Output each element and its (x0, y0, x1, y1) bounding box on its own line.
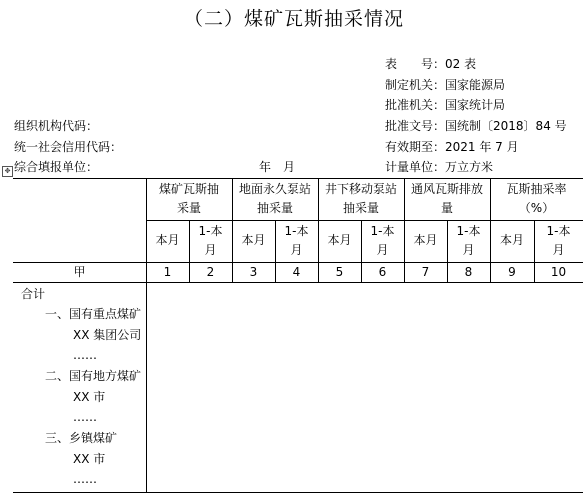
label-column-border (146, 178, 147, 492)
group-header-line2: 量 (440, 201, 453, 215)
row-label: XX 市 (73, 452, 106, 466)
index-number: 7 (421, 265, 430, 279)
meta-value: 2021 年 7 月 (445, 140, 519, 154)
sub-header-ytd-line1: 1-本 (284, 224, 309, 238)
meta-key: 表 号： (385, 57, 446, 71)
meta-value: 国家统计局 (445, 98, 506, 112)
index-number: 6 (378, 265, 387, 279)
group-header-line2: （%） (518, 201, 555, 215)
sub-header-ytd-line1: 1-本 (198, 224, 223, 238)
meta-key: 批准机关： (385, 98, 446, 112)
page-title: （二）煤矿瓦斯抽采情况 (183, 8, 404, 30)
row-label: XX 市 (73, 390, 106, 404)
sub-header-ytd-line2: 月 (290, 243, 303, 257)
group-header-line2: 采量 (176, 201, 201, 215)
meta-row (385, 98, 505, 112)
meta-row (385, 57, 476, 71)
row-label: …… (73, 472, 97, 486)
group-header-line2: 抽采量 (342, 201, 379, 215)
meta-row (385, 160, 493, 174)
index-number: 3 (249, 265, 258, 279)
year-month-label: 年 月 (259, 160, 296, 174)
group-header-line2: 抽采量 (256, 201, 293, 215)
index-number: 9 (508, 265, 516, 279)
group-header-line1: 瓦斯抽采率 (506, 182, 567, 196)
group-header-line1: 煤矿瓦斯抽 (158, 182, 219, 196)
index-number: 8 (464, 265, 473, 279)
row-label: …… (73, 348, 97, 362)
row-label: 一、国有重点煤矿 (45, 307, 142, 321)
group-header-line1: 地面永久泵站 (238, 182, 311, 196)
meta-key: 批准文号： (385, 119, 446, 133)
meta-value: 02 表 (445, 57, 477, 71)
sub-header-month: 本月 (241, 233, 266, 247)
group-header-line1: 通风瓦斯排放 (410, 182, 483, 196)
meta-value: 万立方米 (445, 160, 494, 174)
table-bottom-border (13, 492, 583, 493)
group-header-line1: 井下移动泵站 (324, 182, 397, 196)
table-move-handle-icon[interactable]: ✥ (2, 166, 13, 177)
sub-header-month: 本月 (327, 233, 352, 247)
credit-code-label: 统一社会信用代码： (14, 140, 123, 154)
reporting-unit-label: 综合填报单位： (14, 160, 99, 174)
row-label: …… (73, 410, 97, 424)
index-number: 10 (550, 265, 567, 279)
table-top-border (13, 178, 583, 179)
sub-header-ytd-line1: 1-本 (456, 224, 481, 238)
sub-header-ytd-line1: 1-本 (546, 224, 571, 238)
index-number: 1 (163, 265, 172, 279)
sub-header-ytd-line2: 月 (204, 243, 217, 257)
sub-header-ytd-line2: 月 (552, 243, 565, 257)
row-label: 合计 (21, 287, 46, 301)
sub-header-month: 本月 (155, 233, 180, 247)
index-number: 5 (335, 265, 344, 279)
meta-value: 国统制〔2018〕84 号 (445, 119, 567, 133)
meta-key: 制定机关： (385, 78, 446, 92)
sub-header-month: 本月 (499, 233, 524, 247)
sub-header-ytd-line2: 月 (376, 243, 389, 257)
index-number: 4 (292, 265, 301, 279)
index-number: 2 (206, 265, 215, 279)
meta-row (385, 140, 519, 154)
index-row-bottom (13, 282, 583, 283)
org-code-label: 组织机构代码： (14, 119, 99, 133)
meta-key: 有效期至： (385, 140, 446, 154)
sub-header-month: 本月 (413, 233, 438, 247)
meta-key: 计量单位： (385, 160, 446, 174)
row-label: XX 集团公司 (73, 328, 142, 342)
header-divider (146, 220, 583, 221)
meta-value: 国家能源局 (445, 78, 506, 92)
row-label: 二、国有地方煤矿 (45, 369, 142, 383)
sub-header-ytd-line2: 月 (462, 243, 475, 257)
meta-row (385, 78, 505, 92)
row-label: 三、乡镇煤矿 (45, 431, 118, 445)
meta-row (385, 119, 567, 133)
sub-header-ytd-line1: 1-本 (370, 224, 395, 238)
index-label: 甲 (73, 265, 86, 279)
